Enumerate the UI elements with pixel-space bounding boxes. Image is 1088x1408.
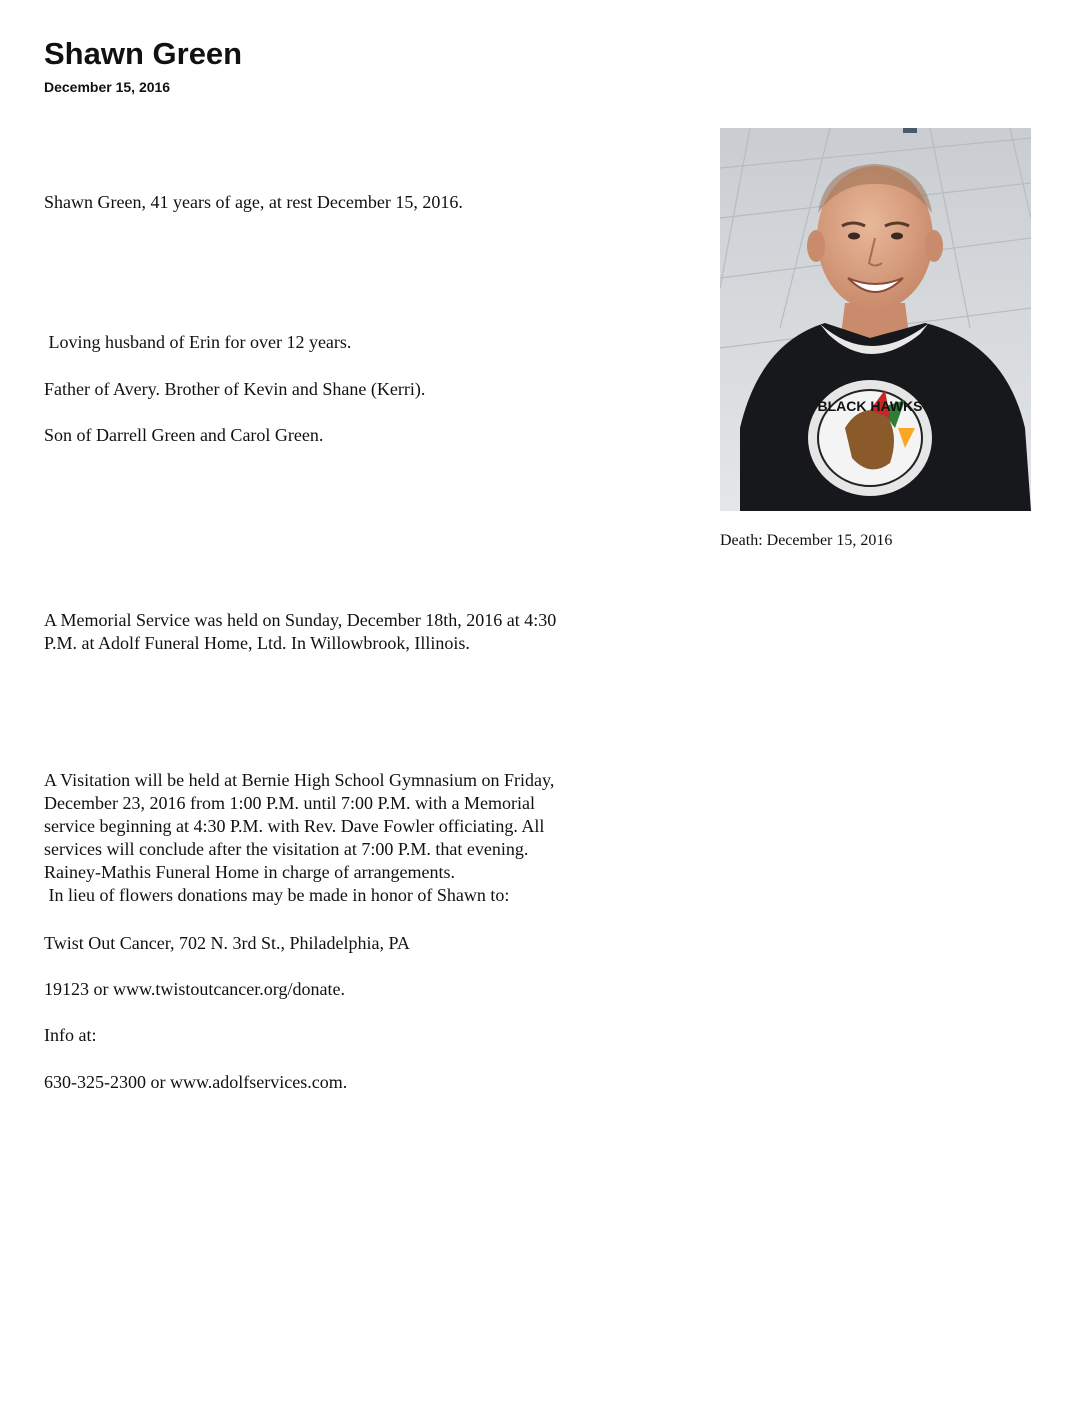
donation-address-line: Twist Out Cancer, 702 N. 3rd St., Philadelphia, PA (44, 933, 410, 953)
obituary-name: Shawn Green (44, 36, 243, 71)
memorial-service-paragraph: A Memorial Service was held on Sunday, December 18th, 2016 at 4:30 P.M. at Adolf Funeral Home, Ltd. In Willowbrook, Illinois. (44, 610, 557, 653)
age-rest-paragraph: Shawn Green, 41 years of age, at rest December 15, 2016. (44, 192, 463, 212)
obituary-date: December 15, 2016 (44, 79, 171, 95)
death-date-caption: Death: December 15, 2016 (720, 532, 893, 549)
visitation-paragraph: A Visitation will be held at Bernie High School Gymnasium on Friday, December 23, 2016 from 1:00 P.M. until 7:00 P.M. with a Memorial service beginning at 4:30 P.M. with Rev. Dave Fowler officiating. All services will conclude after the visitation at 7:00 P.M. that evening. Rainey-Mathis Funeral Home in charge of arrangements. In lieu of flowers donations may be made in honor of Shawn to: (44, 770, 555, 905)
info-contact-line: 630-325-2300 or www.adolfservices.com. (44, 1072, 348, 1092)
children-siblings-paragraph: Father of Avery. Brother of Kevin and Shane (Kerri). (44, 379, 426, 399)
spouse-paragraph: Loving husband of Erin for over 12 years. (44, 332, 352, 352)
donation-website-line: 19123 or www.twistoutcancer.org/donate. (44, 979, 345, 999)
info-label: Info at: (44, 1025, 97, 1045)
shirt-logo-text: BLACK HAWKS (817, 398, 923, 414)
portrait-photo (720, 128, 1031, 511)
parents-paragraph: Son of Darrell Green and Carol Green. (44, 425, 324, 445)
